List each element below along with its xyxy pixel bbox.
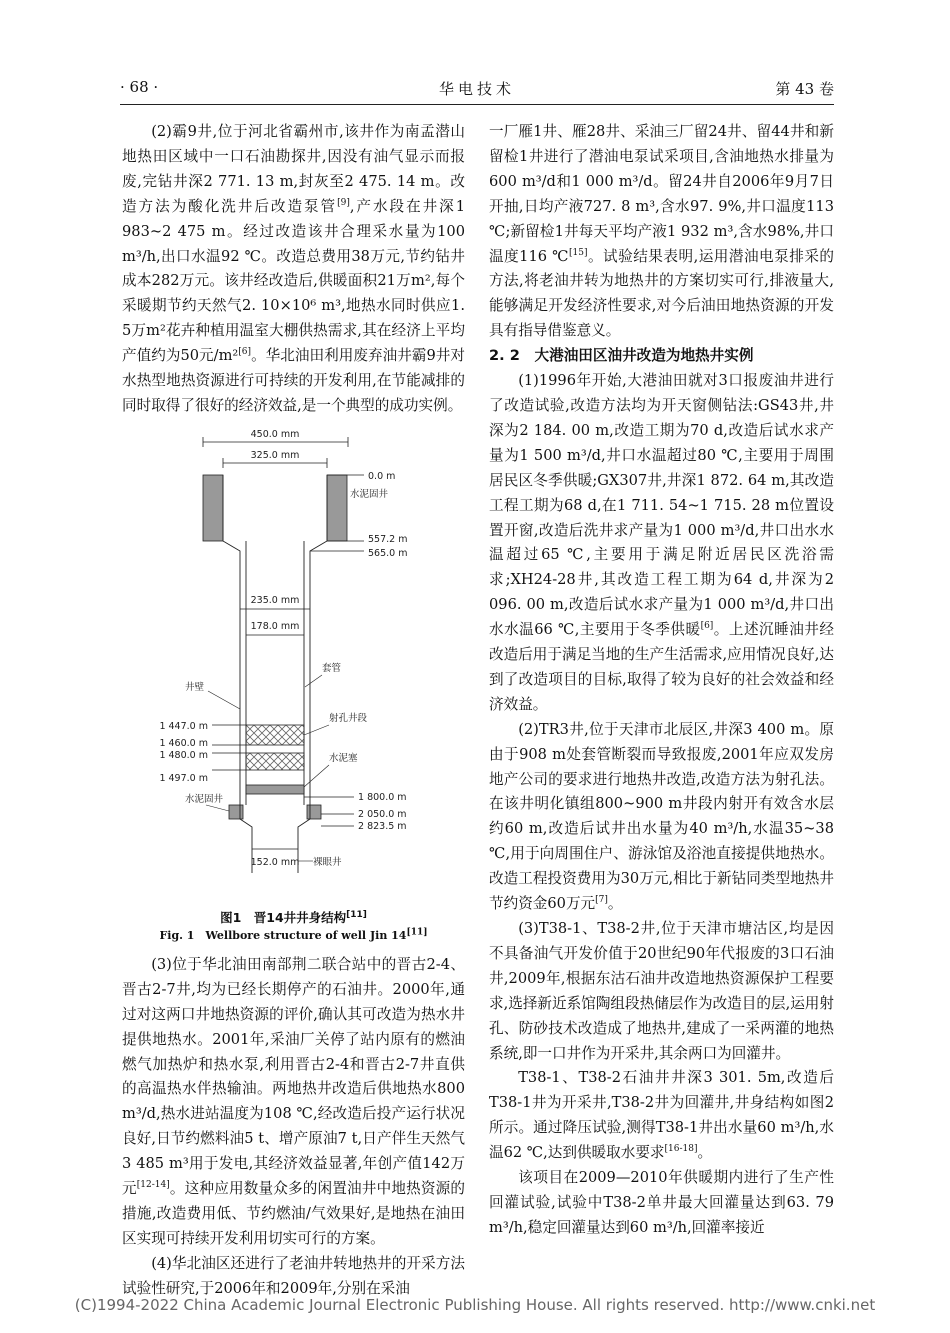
citation[interactable]: [11] — [346, 909, 367, 920]
depth-557: 557.2 m — [368, 533, 408, 545]
citation[interactable]: [6] — [700, 621, 714, 632]
header-rule — [120, 104, 834, 105]
left-column — [122, 120, 465, 1302]
citation[interactable]: [16-18] — [664, 1144, 698, 1155]
dim-inner-top: 325.0 mm — [250, 449, 300, 461]
perforation-lower — [246, 753, 304, 770]
label-well-wall: 井壁 — [185, 681, 205, 693]
citation[interactable]: [12-14] — [136, 1180, 170, 1191]
copyright-footer: (C)1994-2022 China Academic Journal Electronic Publishing House. All rights reserved. http://www.cnki.net — [74, 1296, 876, 1314]
paragraph-t38: (3)T38-1、T38-2井,位于天津市塘沽区,均是因不具备油气开发价值于20世纪90年代报废的3口石油井,2009年,根据东沽石油井改造地热资源保护工程要求,选择新近系馆陶组段热储层作为改造目的层,运用射孔、防砂技术改造成了地热井,建成了一采两灌的地热系统,即一口井作为开采井,其余两口为回灌井。 — [489, 920, 834, 1062]
label-cement-top: 水泥固井 — [350, 488, 389, 500]
dim-outer: 450.0 mm — [250, 428, 300, 440]
label-cement-bottom: 水泥固井 — [185, 793, 224, 805]
dim-open-hole: 152.0 mm — [250, 856, 300, 868]
citation[interactable]: [15] — [568, 247, 588, 258]
citation[interactable]: [7] — [595, 895, 608, 906]
dim-casing: 235.0 mm — [250, 594, 300, 606]
perforation-upper — [246, 725, 304, 745]
depth-1497: 1 497.0 m — [159, 772, 208, 784]
page-number: · 68 · — [120, 78, 159, 96]
label-casing: 套管 — [322, 662, 342, 674]
cement-bottom-right — [307, 805, 321, 819]
depth-2823: 2 823.5 m — [358, 820, 407, 832]
label-open-hole: 裸眼井 — [313, 856, 342, 868]
depth-1800: 1 800.0 m — [358, 791, 407, 803]
cement-block-left — [203, 475, 223, 541]
paragraph-jingu: (3)位于华北油田南部荆二联合站中的晋古2-4、晋古2-7井,均为已经长期停产的石油井。2000年,通过对这两口井地热资源的评价,确认其可改造为热水井提供地热水。2001年,采油厂关停了站内原有的燃油燃气加热炉和热水泵,利用晋古2-4和晋古2-7井直供的高温热水伴热输油。两地热井改造后供地热水800 m³/d,热水进站温度为108 ℃,经改造后投产运行状况良好,日节约燃料油5 t、增产原油7 t,日产伴生天然气3 485 m³用于发电,其经济效益显著,年创产值142万元[12-14]。这种应用数量众多的闲置油井中地热资源的措施,改造费用低、节约燃油/气效果好,是地热在油田区实现可持续开发利用切实可行的方案。 — [122, 955, 465, 1247]
right-column — [489, 120, 834, 1241]
depth-1480: 1 480.0 m — [159, 749, 208, 761]
figure-caption-en: Fig. 1 Wellbore structure of well Jin 14[11] — [159, 927, 428, 942]
depth-1447: 1 447.0 m — [159, 720, 208, 732]
section-heading-2-2: 2. 2 大港油田区油井改造为地热井实例 — [489, 347, 754, 365]
cement-bottom-left — [229, 805, 243, 819]
paragraph-t38-depth: T38-1、T38-2石油井井深3 301. 5m,改造后T38-1井为开采井,T38-2井为回灌井,井身结构如图2所示。通过降压试验,测得T38-1井出水量60 m³/h,水温62 ℃,达到供暖取水要求[16-18]。 — [489, 1069, 834, 1162]
paragraph-tr3: (2)TR3井,位于天津市北辰区,井深3 400 m。原由于908 m处套管断裂而导致报废,2001年应双发房地产公司的要求进行地热井改造,改造方法为射孔法。在该井明化镇组800~900 m井段内射开有效含水层约60 m,改造后试井出水量为40 m³/h,水温35~38 ℃,用于向周围住户、游泳馆及浴池直接提供地热水。改造工程投资费用为30万元,相比于新钻同类型地热井节约资金60万元[7]。 — [489, 720, 834, 913]
depth-2050: 2 050.0 m — [358, 808, 407, 820]
dim-tubing: 178.0 mm — [250, 620, 300, 632]
page-header — [120, 78, 834, 102]
paragraph-huabei: (4)华北油区还进行了老油井转地热井的开采方法试验性研究,于2006年和2009年,分别在采油 — [122, 1254, 465, 1297]
paragraph-dagang: (1)1996年开始,大港油田就对3口报废油井进行了改造试验,改造方法均为开天窗侧钻法:GS43井,井深为2 184. 00 m,改造工期为70 d,改造后试水求产量为1 500 m³/d,井口水温超过80 ℃,主要用于周围居民区冬季供暖;GX307井,井深1 872. 64 m,其改造工程工期为68 d,在1 711. 54~1 715. 28 m位置设置开窗,改造后洗井求产量为1 000 m³/d,井口出水水温超过65 ℃,主要用于满足附近居民区洗浴需求;XH24-28井,其改造工程工期为64 d,井深为2 096. 00 m,改造后试水求产量为1 000 m³/d,井口出水水温66 ℃,主要用于冬季供暖[6]。上述沉睡油井经改造后用于满足当地的生产生活需求,应用情况良好,达到了改造项目的目标,取得了较为良好的社会效益和经济效益。 — [489, 372, 834, 713]
depth-0: 0.0 m — [368, 470, 396, 482]
journal-title: 华电技术 — [438, 80, 515, 98]
paragraph-ba9: (2)霸9井,位于河北省霸州市,该井作为南孟潜山地热田区域中一口石油勘探井,因没有油气显示而报废,完钻井深2 771. 13 m,封灰至2 475. 14 m。改造方法为酸化洗井后改造泵管[9],产水段在井深1 983~2 475 m。经过改造该井合理采水量为100 m³/h,出口水温92 ℃。改造总费用38万元,节约钻井成本282万元。该井经改造后,供暖面积21万m²,每个采暖期节约天然气2. 10×10⁶ m³,地热水同时供应1. 5万m²花卉种植用温室大棚供热需求,其在经济上平均产值约为50元/m²[6]。华北油田利用废弃油井霸9井对水热型地热资源进行可持续的开发利用,在节能减排的同时取得了很好的经济效益,是一个典型的成功实例。 — [122, 123, 465, 414]
depth-1460: 1 460.0 m — [159, 737, 208, 749]
citation[interactable]: [11] — [406, 927, 428, 938]
depth-565: 565.0 m — [368, 547, 408, 559]
figure-1 — [122, 425, 465, 945]
cement-block-right — [327, 475, 347, 541]
paragraph-reinjection: 该项目在2009—2010年供暖期内进行了生产性回灌试验,试验中T38-2单井最大回灌量达到63. 79 m³/h,稳定回灌量达到60 m³/h,回灌率接近 — [489, 1169, 834, 1236]
label-plug: 水泥塞 — [329, 752, 358, 764]
paragraph-continued: 一厂雁1井、雁28井、采油三厂留24井、留44井和新留检1井进行了潜油电泵试采项目,含油地热水排量为600 m³/d和1 000 m³/d。留24井自2006年9月7日开抽,日均产液727. 8 m³,含水97. 9%,井口温度113 ℃;新留检1井每天平均产液1 932 m³,含水98%,井口温度116 ℃[15]。试验结果表明,运用潜油电泵排采的方法,将老油井转为地热井的方案切实可行,排液量大,能够满足开发经济性要求,对今后油田地热资源的开发具有指导借鉴意义。 — [489, 123, 834, 340]
label-perf: 射孔井段 — [329, 712, 368, 724]
citation[interactable]: [9] — [337, 197, 350, 208]
figure-caption-cn: 图1 晋14井井身结构[11] — [220, 909, 367, 925]
cement-plug — [246, 785, 304, 794]
volume-label: 第 43 卷 — [775, 80, 834, 98]
citation[interactable]: [6] — [238, 347, 252, 358]
wellbore-diagram — [122, 425, 465, 903]
